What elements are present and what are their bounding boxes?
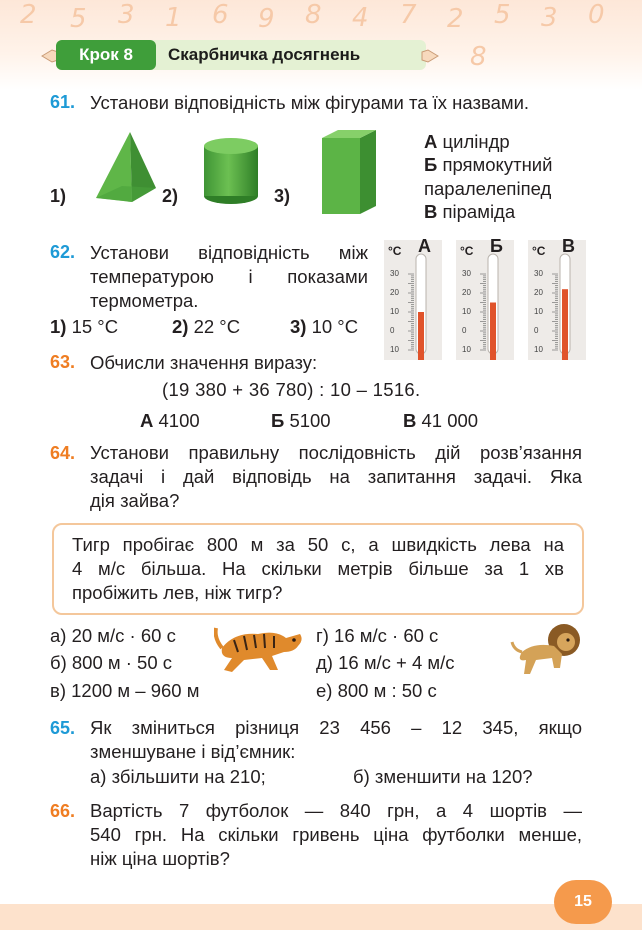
thermometer-scale-label: 20: [462, 288, 471, 297]
answer-value: 10 °С: [311, 316, 359, 337]
shape-option-b-cont: [424, 177, 551, 201]
bg-digit: 0: [588, 0, 605, 30]
section-title: Скарбничка досягнень: [168, 45, 361, 64]
shape-option-b: [424, 153, 552, 177]
task-66-line: Вартість 7 футболок — 840 грн, а 4 шортів —: [90, 800, 582, 821]
story-line: Тигр пробігає 800 м за 50 с, а швидкість лева на: [72, 534, 564, 555]
bg-digit: 2: [20, 0, 37, 30]
task-63-expression: (19 380 + 36 780) : 10 – 1516.: [162, 379, 421, 400]
thermometer-mercury: [562, 289, 568, 360]
thermometer-scale-label: 0: [390, 326, 395, 335]
task-63-option-v: [403, 409, 478, 433]
thermometer-unit: °С: [388, 244, 402, 258]
task-65-option-a: а) збільшити на 210;: [90, 766, 266, 787]
thermometer-panel: [456, 240, 514, 360]
task-66-number: 66.: [50, 801, 76, 821]
step-option-a: а) 20 м/с · 60 с: [50, 625, 176, 646]
bg-digit: 7: [400, 0, 417, 30]
thermometer-scale-label: 30: [390, 269, 399, 278]
thermometer-graphic: [402, 240, 442, 360]
thermometer-unit: °С: [532, 244, 546, 258]
thermometer-scale-label: 20: [390, 288, 399, 297]
thermometer-scale-label: 10: [534, 345, 543, 354]
task-62-number: 62.: [50, 242, 76, 262]
story-line: 4 м/с більша. На скільки метрів більше за 1 хв: [72, 558, 564, 579]
task-63-text: Обчисли значення виразу:: [90, 352, 318, 373]
step-option-d: д) 16 м/с + 4 м/с: [316, 652, 455, 673]
pyramid-figure: [92, 130, 158, 204]
shape-option-a: [424, 130, 510, 154]
thermometer-unit: °С: [460, 244, 474, 258]
option-letter: В: [403, 410, 417, 431]
option-value: 41 000: [421, 410, 479, 431]
thermometer-scale-label: 0: [462, 326, 467, 335]
task-62-answer-3: [290, 315, 358, 339]
bg-digit: 1: [165, 3, 182, 33]
task-62-line: температурою і показами: [90, 266, 368, 287]
task-64-line: дія зайва?: [90, 490, 180, 511]
thermometer-panel: [384, 240, 442, 360]
step-option-b: б) 800 м · 50 с: [50, 652, 173, 673]
thermometer-graphic: [546, 240, 586, 360]
task-62-line: Установи відповідність між: [90, 242, 368, 263]
lion-illustration: [510, 620, 586, 678]
option-value: 4100: [158, 410, 200, 431]
cylinder-figure: [202, 136, 260, 206]
thermometer-scale-label: 10: [462, 345, 471, 354]
bg-digit: 4: [352, 3, 369, 33]
step-option-e: е) 800 м : 50 с: [316, 680, 437, 701]
story-line: пробіжить лев, ніж тигр?: [72, 582, 283, 603]
task-65-line: зменшуване і від’ємник:: [90, 741, 296, 762]
thermometer-scale-label: 30: [534, 269, 543, 278]
pointing-hand-right-icon: [420, 46, 440, 66]
thermometer-mercury: [418, 312, 424, 360]
answer-value: 22 °С: [193, 316, 241, 337]
task-62-text: [90, 241, 368, 313]
bg-digit: 3: [541, 3, 558, 33]
task-64-number: 64.: [50, 443, 76, 463]
thermometer-graphic: [474, 240, 514, 360]
thermometer-scale-label: 30: [462, 269, 471, 278]
task-64-text: [90, 441, 582, 513]
thermometer-scale-label: 20: [534, 288, 543, 297]
bg-digit: 8: [470, 42, 487, 72]
task-66-text: [90, 799, 582, 871]
task-63-number: 63.: [50, 352, 76, 372]
bg-digit: 6: [212, 0, 229, 30]
thermometer-letter: Б: [490, 236, 503, 256]
task-65-line: Як зміниться різниця 23 456 – 12 345, якщо: [90, 717, 582, 738]
page-number: 15: [554, 880, 612, 924]
thermometer-panel: [528, 240, 586, 360]
bg-digit: 8: [305, 0, 322, 30]
shape-option-text: піраміда: [442, 201, 516, 222]
thermometer-scale-label: 0: [534, 326, 539, 335]
option-letter: Б: [271, 410, 285, 431]
thermometer-scale-label: 10: [462, 307, 471, 316]
step-option-g: г) 16 м/с · 60 с: [316, 625, 439, 646]
task-62-answer-2: [172, 315, 240, 339]
shape-option-text: прямокутний: [442, 154, 553, 175]
bg-digit: 5: [494, 0, 511, 30]
bg-digit: 5: [70, 4, 87, 34]
task-65-number: 65.: [50, 718, 76, 738]
option-letter: А: [140, 410, 154, 431]
thermometer-scale-label: 10: [390, 307, 399, 316]
step-option-v: в) 1200 м – 960 м: [50, 680, 200, 701]
step-banner: [48, 40, 428, 70]
thermometer-letter: В: [562, 236, 575, 256]
answer-label: 1): [50, 316, 67, 337]
bg-digit: 9: [258, 4, 275, 34]
task-64-line: Установи правильну послідовність дій розв’язання: [90, 442, 582, 463]
task-66-line: 540 грн. На скільки гривень ціна футболки менше,: [90, 824, 582, 845]
answer-value: 15 °С: [71, 316, 119, 337]
figure-label-1: 1): [50, 186, 67, 206]
task-62-answer-1: [50, 315, 118, 339]
thermometer-letter: А: [418, 236, 431, 256]
answer-label: 3): [290, 316, 307, 337]
answer-label: 2): [172, 316, 189, 337]
step-label: Крок 8: [56, 40, 156, 70]
shape-option-v: [424, 200, 515, 224]
task-61-number: 61.: [50, 92, 76, 112]
bg-digit: 3: [118, 0, 135, 30]
task-63-option-b: [271, 409, 331, 433]
task-65-text: [90, 716, 582, 764]
story-text: [72, 533, 564, 605]
figure-label-3: 3): [274, 186, 291, 206]
thermometer-mercury: [490, 303, 496, 361]
task-61-text: Установи відповідність між фігурами та їх назвами.: [90, 92, 530, 113]
task-65-option-b: б) зменшити на 120?: [353, 766, 533, 787]
shape-option-letter: В: [424, 201, 438, 222]
task-63-option-a: [140, 409, 200, 433]
bg-digit: 2: [447, 4, 464, 34]
task-66-line: ніж ціна шортів?: [90, 848, 230, 869]
thermometer-scale-label: 10: [390, 345, 399, 354]
page-footer: [0, 904, 642, 930]
shape-option-letter: Б: [424, 154, 438, 175]
shape-option-text: циліндр: [442, 131, 510, 152]
thermometer-scale-label: 10: [534, 307, 543, 316]
task-62-line: термометра.: [90, 290, 199, 311]
rectangular-prism-figure: [320, 126, 380, 218]
figure-label-2: 2): [162, 186, 179, 206]
shape-option-letter: А: [424, 131, 438, 152]
task-64-line: задачі і дай відповідь на запитання задачі. Яка: [90, 466, 582, 487]
shape-option-text: паралелепіпед: [424, 178, 552, 199]
option-value: 5100: [289, 410, 331, 431]
tiger-illustration: [214, 618, 306, 676]
